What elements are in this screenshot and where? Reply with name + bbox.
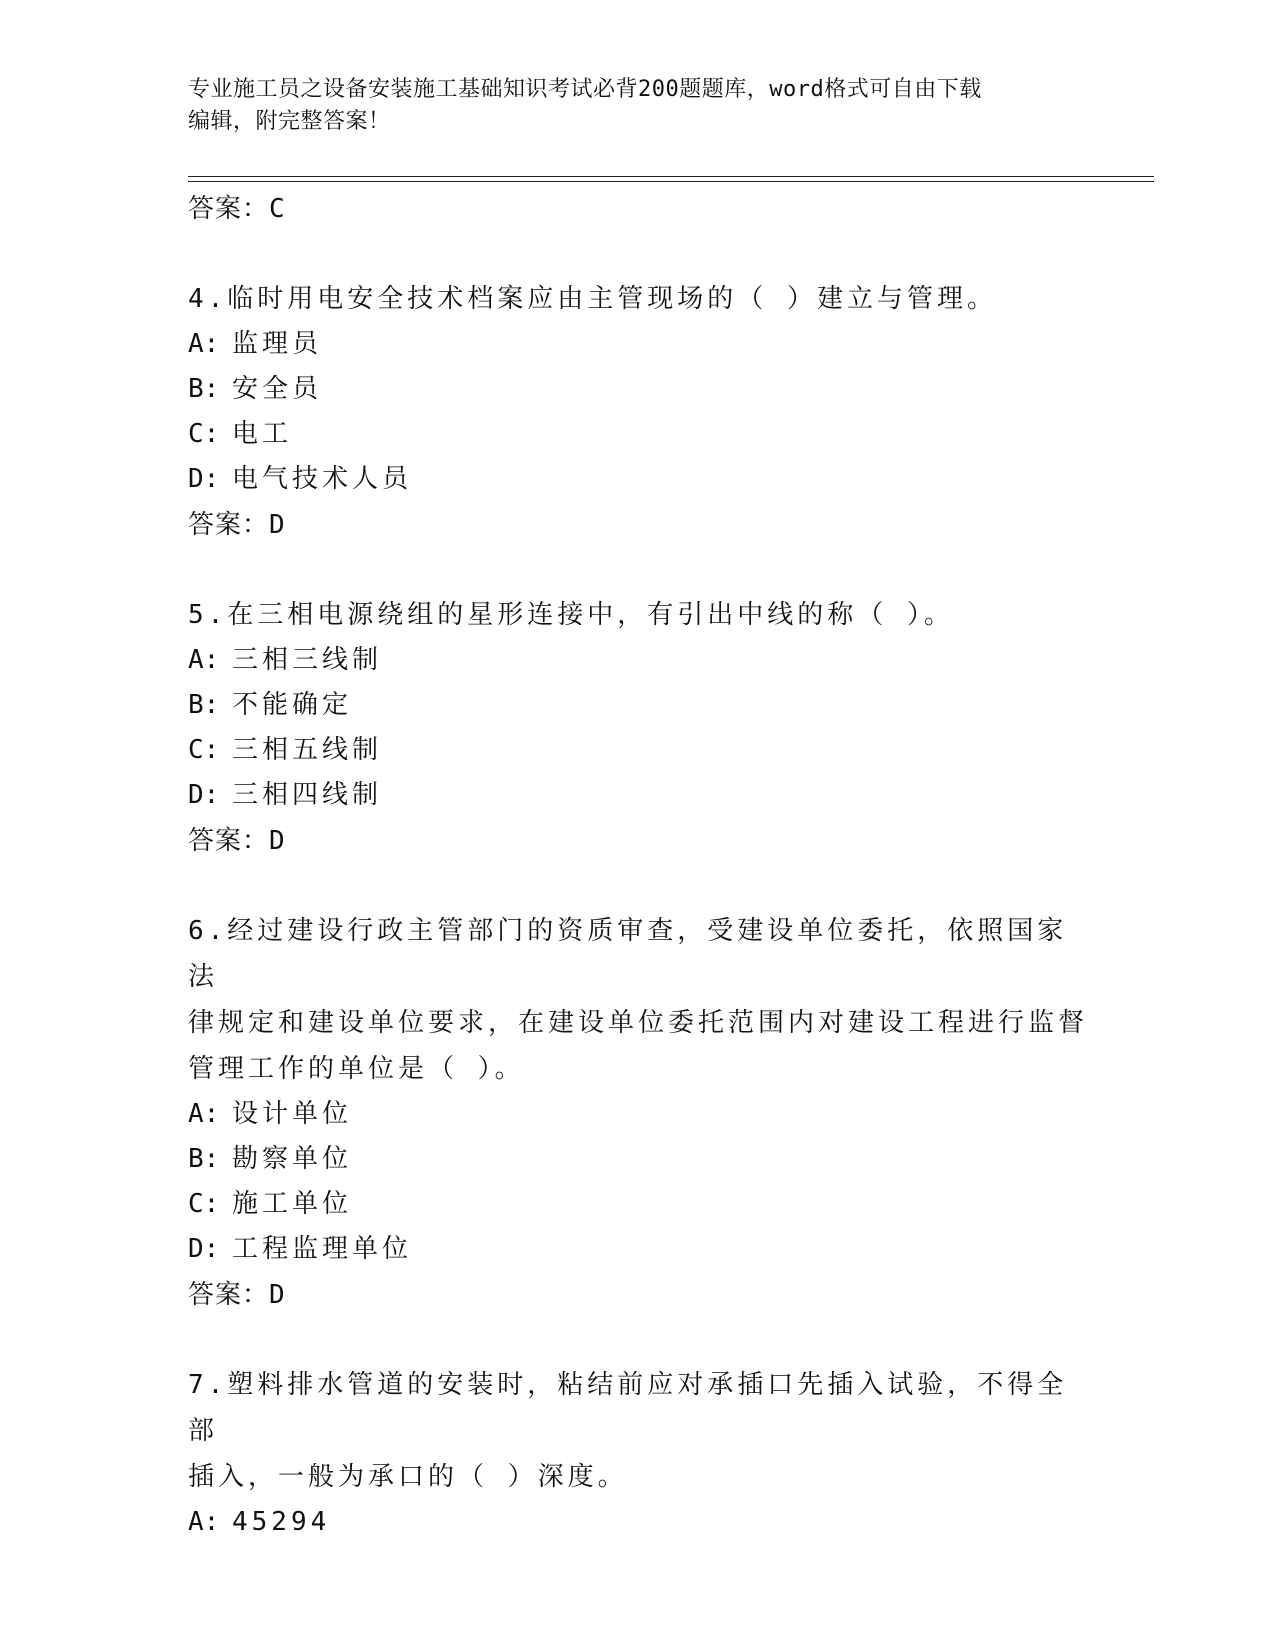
option-key: B:: [188, 374, 220, 404]
option-text: 电工: [232, 419, 293, 449]
option-text: 45294: [232, 1507, 331, 1537]
option-b: [188, 683, 1088, 728]
option-text: 监理员: [232, 329, 323, 359]
document-header: [188, 74, 1088, 138]
option-key: A:: [188, 1099, 220, 1129]
question-text-line: 管理工作的单位是（ ）。: [188, 1054, 525, 1084]
option-c: [188, 412, 1088, 457]
option-text: 设计单位: [232, 1099, 353, 1129]
answer-label: 答案：: [188, 510, 270, 540]
option-key: A:: [188, 329, 220, 359]
question-text-line: 律规定和建设单位要求，在建设单位委托范围内对建设工程进行监督: [188, 1008, 1089, 1038]
answer-line: [188, 186, 1088, 232]
option-text: 三相四线制: [232, 780, 383, 810]
header-line-1: 专业施工员之设备安装施工基础知识考试必背200题题库，word格式可自由下载: [188, 77, 982, 102]
option-a: [188, 1092, 1088, 1137]
option-text: 不能确定: [232, 690, 353, 720]
option-key: B:: [188, 1144, 220, 1174]
option-c: [188, 728, 1088, 773]
option-a: [188, 1500, 1088, 1545]
answer-value: D: [269, 826, 286, 856]
question-text-line: 6.经过建设行政主管部门的资质审查，受建设单位委托，依照国家法: [188, 916, 1068, 992]
option-key: C:: [188, 1189, 220, 1219]
option-text: 安全员: [232, 374, 323, 404]
option-text: 工程监理单位: [232, 1234, 413, 1264]
header-line-2: 编辑，附完整答案！: [188, 109, 391, 134]
option-text: 三相三线制: [232, 645, 383, 675]
answer-label: 答案：: [188, 1280, 270, 1310]
option-text: 三相五线制: [232, 735, 383, 765]
option-d: [188, 773, 1088, 818]
answer-line: [188, 502, 1088, 548]
option-key: D:: [188, 780, 220, 810]
option-key: B:: [188, 690, 220, 720]
option-key: C:: [188, 419, 220, 449]
question-text-line: 7.塑料排水管道的安装时，粘结前应对承插口先插入试验，不得全部: [188, 1370, 1068, 1446]
answer-line: [188, 1272, 1088, 1318]
question-block-6: [188, 908, 1088, 1318]
option-d: [188, 457, 1088, 502]
question-block-4: [188, 276, 1088, 548]
option-key: D:: [188, 1234, 220, 1264]
option-key: C:: [188, 735, 220, 765]
answer-label: 答案：: [188, 194, 270, 224]
answer-label: 答案：: [188, 826, 270, 856]
option-key: A:: [188, 645, 220, 675]
answer-value: D: [269, 510, 286, 540]
question-text-line: 插入，一般为承口的（ ）深度。: [188, 1462, 628, 1492]
option-c: [188, 1182, 1088, 1227]
option-key: D:: [188, 464, 220, 494]
header-divider: [188, 176, 1154, 182]
option-text: 施工单位: [232, 1189, 353, 1219]
question-block-5: [188, 592, 1088, 864]
option-text: 勘察单位: [232, 1144, 353, 1174]
question-block-7: [188, 1362, 1088, 1545]
option-a: [188, 638, 1088, 683]
answer-line: [188, 818, 1088, 864]
option-d: [188, 1227, 1088, 1272]
question-text: 4.临时用电安全技术档案应由主管现场的（ ）建立与管理。: [188, 284, 997, 314]
answer-value: C: [269, 194, 286, 224]
option-a: [188, 322, 1088, 367]
answer-value: D: [269, 1280, 286, 1310]
option-b: [188, 1137, 1088, 1182]
option-key: A:: [188, 1507, 220, 1537]
question-text: 5.在三相电源绕组的星形连接中，有引出中线的称（ ）。: [188, 600, 954, 630]
document-body: [188, 186, 1088, 1545]
option-text: 电气技术人员: [232, 464, 413, 494]
option-b: [188, 367, 1088, 412]
